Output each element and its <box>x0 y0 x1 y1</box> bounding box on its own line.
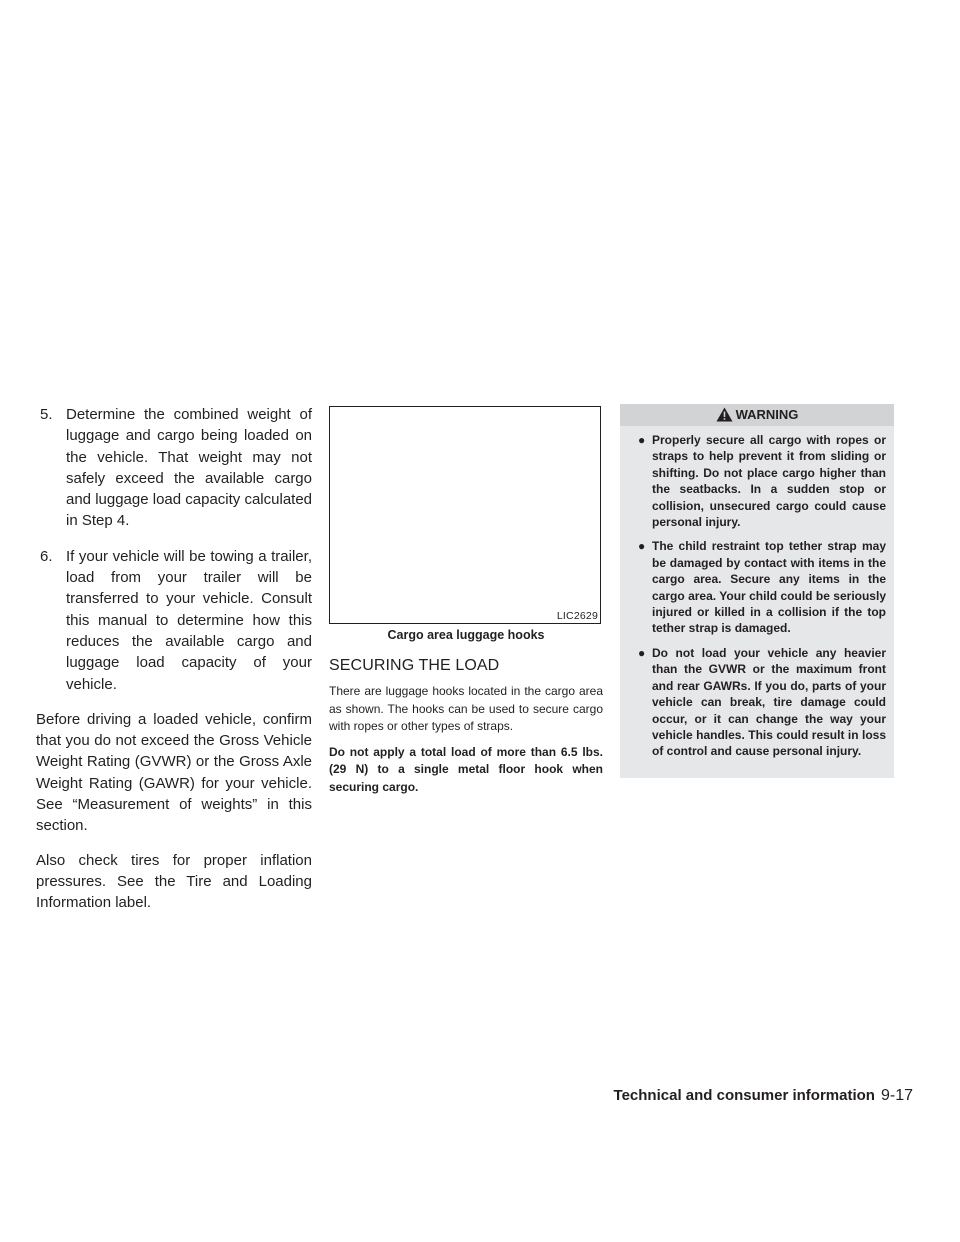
step-5 <box>36 404 312 532</box>
step-number: 6. <box>40 547 53 565</box>
right-column <box>620 404 894 778</box>
warning-box <box>620 404 894 778</box>
page-footer <box>614 1087 913 1105</box>
warning-item-text: The child restraint top tether strap may be damaged by contact with items in the cargo area. Secure any items in the cargo area. Your child could be seriously injured or killed in a collision if the top tether strap is damaged. <box>652 539 886 636</box>
section-title: SECURING THE LOAD <box>329 657 500 674</box>
paragraph-check-tires: Also check tires for proper inflation pressures. See the Tire and Loading Information label. <box>36 851 312 912</box>
step-6 <box>36 546 312 695</box>
warning-item <box>620 432 894 530</box>
step-number: 5. <box>40 406 53 423</box>
warning-item-text: Properly secure all cargo with ropes or straps to help prevent it from sliding or shifting. Do not place cargo higher than the seatbacks. In a sudden stop or collision, unsecured cargo could cause personal injury. <box>652 433 886 530</box>
left-column <box>36 404 312 927</box>
figure-caption: Cargo area luggage hooks <box>387 628 545 642</box>
warning-title: WARNING <box>735 407 799 422</box>
footer-section-name: Technical and consumer information <box>613 1087 875 1104</box>
warning-item <box>620 645 894 760</box>
section-body: There are luggage hooks located in the cargo area as shown. The hooks can be used to secure cargo with ropes or other types of straps. <box>329 684 603 733</box>
step-text: Determine the combined weight of luggage and cargo being loaded on the vehicle. That weight may not safely exceed the available cargo and luggage load capacity calculated in Step 4. <box>66 406 313 530</box>
bullet-icon: ● <box>638 539 646 554</box>
bullet-icon: ● <box>638 433 646 447</box>
bullet-icon: ● <box>638 645 646 660</box>
warning-item-text: Do not load your vehicle any heavier than the GVWR or the maximum front and rear GAWRs. If you do, parts of your vehicle can break, tire damage could occur, or it can change the way your vehicle handles. This could result in loss of control and cause personal injury. <box>652 645 886 759</box>
figure-id: LIC2629 <box>556 610 598 622</box>
page-number: 9-17 <box>880 1087 913 1104</box>
warning-header <box>620 404 894 426</box>
step-text: If your vehicle will be towing a trailer, load from your trailer will be transferred to your vehicle. Consult this manual to determine how this reduces the available cargo and luggage load capacity of your vehicle. <box>66 547 312 693</box>
warning-item <box>620 538 894 636</box>
warning-triangle-icon <box>716 407 733 422</box>
middle-column <box>329 404 603 804</box>
paragraph-confirm-ratings: Before driving a loaded vehicle, confirm that you do not exceed the Gross Vehicle Weight Rating (GVWR) or the Gross Axle Weight Rating (GAWR) for your vehicle. See “Measurement of weights” in this section. <box>36 710 312 835</box>
figure-cargo-hooks <box>329 406 601 624</box>
section-bold-note: Do not apply a total load of more than 6.5 lbs. (29 N) to a single metal floor hook when securing cargo. <box>329 744 603 794</box>
